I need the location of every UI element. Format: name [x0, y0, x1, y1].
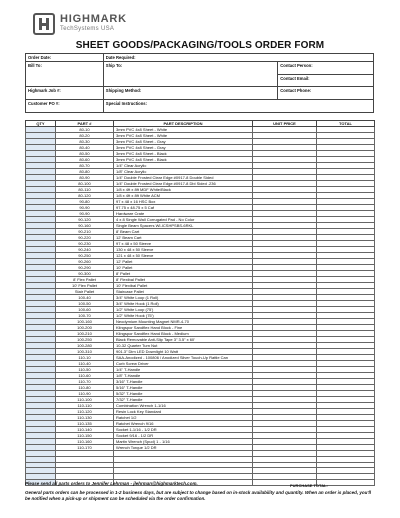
description-cell: 1/2" White Loop (75') [114, 307, 253, 313]
purchase-total-label: PURCHASE TOTAL: [290, 483, 328, 488]
part-number-cell: 110-50 [56, 367, 114, 373]
description-cell: 1/4" Clear Acrylic [114, 163, 253, 169]
col-unit-price: UNIT PRICE [253, 121, 317, 127]
description-cell: 1/8" Clear Acrylic [114, 169, 253, 175]
description-cell: 3/16" T-Handle [114, 379, 253, 385]
contact-phone-field[interactable]: Contact Phone: [278, 87, 374, 100]
order-date-field[interactable]: Order Date: [26, 54, 104, 62]
part-number-cell: 100-50 [56, 301, 114, 307]
part-number-cell: 100-40 [56, 295, 114, 301]
description-cell: 8' Pallet [114, 271, 253, 277]
part-number-cell: 80-120 [56, 193, 114, 199]
contact-email-field[interactable]: Contact Email: [278, 75, 374, 87]
description-cell: 1/8" T-Handle [114, 373, 253, 379]
page-title: SHEET GOODS/PACKAGING/TOOLS ORDER FORM [75, 40, 325, 51]
col-part: PART # [56, 121, 114, 127]
description-cell: Black Removable Anti-Slip Tape 3" 3.5" x 60' [114, 337, 253, 343]
part-number-cell: 110-70 [56, 379, 114, 385]
company-logo [33, 13, 173, 37]
description-cell: Resin Lock Key Standard [114, 409, 253, 415]
description-cell: 8' Beam Cart [114, 229, 253, 235]
part-number-cell: 110-135 [56, 421, 114, 427]
col-description: PART DESCRIPTION [114, 121, 253, 127]
part-number-cell: 90-90 [56, 205, 114, 211]
col-total: TOTAL [317, 121, 375, 127]
description-cell: Ratchet 1/2 [114, 415, 253, 421]
description-cell: 121 x 48 x 50 Sleeve [114, 253, 253, 259]
part-number-cell: 90-80 [56, 199, 114, 205]
description-cell: 3mm PVC 4x8 Sheet - Gray [114, 145, 253, 151]
part-number-cell: 80-110 [56, 187, 114, 193]
part-number-cell: 90-160 [56, 223, 114, 229]
description-cell: Klingspor Sandflex Hand Block - Medium [114, 331, 253, 337]
brand-name: HIGHMARK [60, 13, 127, 25]
customer-po-field[interactable]: Customer PO #: [26, 100, 104, 113]
col-qty: QTY [26, 121, 56, 127]
part-number-cell: 80-10 [56, 127, 114, 133]
description-cell: 1/8 x 4ft x 8ft White ACM [114, 193, 253, 199]
description-cell: 8' Flexibal Pallet [114, 277, 253, 283]
highmark-h-icon [33, 13, 55, 35]
description-cell: 97 x 48 x 16 HSC Box [114, 199, 253, 205]
description-cell: 5/32" T-Handle [114, 391, 253, 397]
description-cell: Klingspor Sandflex Hand Block - Fine [114, 325, 253, 331]
part-number-cell: 8' Flex Pallet [56, 277, 114, 283]
part-number-cell: 110-10 [56, 355, 114, 361]
part-number-cell: 90-90 [56, 211, 114, 217]
description-cell: Curb Screw Driver [114, 361, 253, 367]
part-number-cell: 90-120 [56, 217, 114, 223]
description-cell: SAA-Anodized - 100806 / Anodized Silver Touch-Up Rattle Can [114, 355, 253, 361]
part-number-cell: 110-90 [56, 391, 114, 397]
part-number-cell: 110-130 [56, 415, 114, 421]
ship-to-field[interactable]: Ship To: [103, 62, 277, 87]
description-cell: 5/16" T-Handle [114, 385, 253, 391]
part-number-cell: 110-40 [56, 361, 114, 367]
contact-person-field[interactable]: Contact Person: [278, 62, 374, 75]
description-cell: 1/4" T-Handle [114, 367, 253, 373]
special-instructions-field[interactable]: Special Instructions: [103, 100, 373, 113]
brand-subtitle: TechSystems USA [60, 26, 115, 32]
description-cell: Hardware Crate [114, 211, 253, 217]
part-number-cell: 90-290 [56, 265, 114, 271]
part-number-cell: 110-150 [56, 433, 114, 439]
description-cell: 3/4" White Hook (1 Roll) [114, 301, 253, 307]
part-number-cell: 10' Flex Pallet [56, 283, 114, 289]
description-cell: Ratchet Wrench 9/16 [114, 421, 253, 427]
part-number-cell: 110-100 [56, 397, 114, 403]
part-number-cell: 90-230 [56, 241, 114, 247]
description-cell: 1/4" Double Frosted Clear Edge #0917-8 Double Sided [114, 175, 253, 181]
date-required-field[interactable]: Date Required: [103, 54, 373, 62]
description-cell: 12' Beam Cart [114, 235, 253, 241]
part-number-cell: Stair Pallet [56, 289, 114, 295]
part-number-cell: 110-80 [56, 385, 114, 391]
description-cell: 3mm PVC 4x8 Sheet - Black [114, 151, 253, 157]
part-number-cell: 110-140 [56, 427, 114, 433]
part-number-cell: 110-170 [56, 445, 114, 451]
description-cell: 3/4" White Loop (1 Roll) [114, 295, 253, 301]
part-number-cell: 90-250 [56, 253, 114, 259]
description-cell: Staircase Pallet [114, 289, 253, 295]
description-cell: 10-32 Quarter Turn Nut [114, 343, 253, 349]
part-number-cell: 80-30 [56, 139, 114, 145]
description-cell: 1/2" White Hook (75') [114, 313, 253, 319]
parts-table [25, 120, 375, 486]
part-number-cell: 100-250 [56, 337, 114, 343]
description-cell: 97 x 48 x 50 Sleeve [114, 241, 253, 247]
description-cell: 3mm PVC 4x8 Sheet - Black [114, 157, 253, 163]
part-number-cell: 100-70 [56, 313, 114, 319]
part-number-cell: 100-310 [56, 349, 114, 355]
part-number-cell: 110-110 [56, 403, 114, 409]
order-email-note: Please send all parts orders to Jennifer Lehrman - jlehrman@highmarktech.com. [25, 481, 198, 486]
description-cell: 3mm PVC 4x8 Sheet - White [114, 127, 253, 133]
job-number-field[interactable]: Highmark Job #: [26, 87, 104, 100]
description-cell: 4 x 8 Single Wall Corrugated Pad - No Color [114, 217, 253, 223]
part-number-cell: 100-60 [56, 307, 114, 313]
description-cell: Single Beam Spacers WI-ICSHPSBS-6RKL [114, 223, 253, 229]
part-number-cell: 90-300 [56, 271, 114, 277]
processing-note: General parts orders can be processed in 1-2 business days, but are subject to change based on in-stock availability and quantity. When an order is placed, you'll be notified when a pick-up or shipment can be scheduled via the order confirmation. [25, 490, 371, 502]
description-cell: 10' Pallet [114, 265, 253, 271]
part-number-cell: 110-120 [56, 409, 114, 415]
part-number-cell: 110-160 [56, 439, 114, 445]
part-number-cell: 80-40 [56, 145, 114, 151]
description-cell: 12' Pallet [114, 259, 253, 265]
part-number-cell: 80-100 [56, 181, 114, 187]
part-number-cell: 100-210 [56, 331, 114, 337]
description-cell: 97.75 x 48.75 x 5 Caf [114, 205, 253, 211]
part-number-cell: 80-60 [56, 157, 114, 163]
part-number-cell: 100-160 [56, 319, 114, 325]
description-cell: 3mm PVC 4x8 Sheet - White [114, 133, 253, 139]
description-cell: Socket 9/16 - 1/2 DR [114, 433, 253, 439]
description-cell: 130 x 48 x 50 Sleeve [114, 247, 253, 253]
shipping-method-field[interactable]: Shipping Method: [103, 87, 277, 100]
part-number-cell: 90-220 [56, 235, 114, 241]
description-cell: 901.3" Dim LED Downlight 10 Watt [114, 349, 253, 355]
part-number-cell: 110-60 [56, 373, 114, 379]
description-cell: 7/32" T-Handle [114, 397, 253, 403]
part-number-cell: 80-90 [56, 175, 114, 181]
description-cell: Martin Wrench (Spud) 1 - 1/16 [114, 439, 253, 445]
description-cell: Wrench Torque 1/2 DR [114, 445, 253, 451]
order-info-table [25, 53, 374, 113]
part-number-cell: 90-240 [56, 247, 114, 253]
description-cell: Combination Wrench 1-1/16 [114, 403, 253, 409]
part-number-cell: 90-210 [56, 229, 114, 235]
description-cell: 3mm PVC 4x8 Sheet - Gray [114, 139, 253, 145]
description-cell: 10' Flexibal Pallet [114, 283, 253, 289]
part-number-cell: 100-280 [56, 343, 114, 349]
part-number-cell: 80-50 [56, 151, 114, 157]
part-number-cell: 80-80 [56, 169, 114, 175]
description-cell: Neodymium Mounting Magnet NMR-4-70 [114, 319, 253, 325]
description-cell: 1/4" Double Frosted Clear Edge #0917-8 Dbl Sided .236 [114, 181, 253, 187]
part-number-cell: 80-70 [56, 163, 114, 169]
bill-to-field[interactable]: Bill To: [26, 62, 104, 87]
part-number-cell: 80-20 [56, 133, 114, 139]
description-cell: 1/8 x 4ft x 8ft MDF White/Black [114, 187, 253, 193]
part-number-cell: 90-260 [56, 259, 114, 265]
part-number-cell: 100-200 [56, 325, 114, 331]
description-cell: Socket 1-1/16 - 1/2 DR [114, 427, 253, 433]
